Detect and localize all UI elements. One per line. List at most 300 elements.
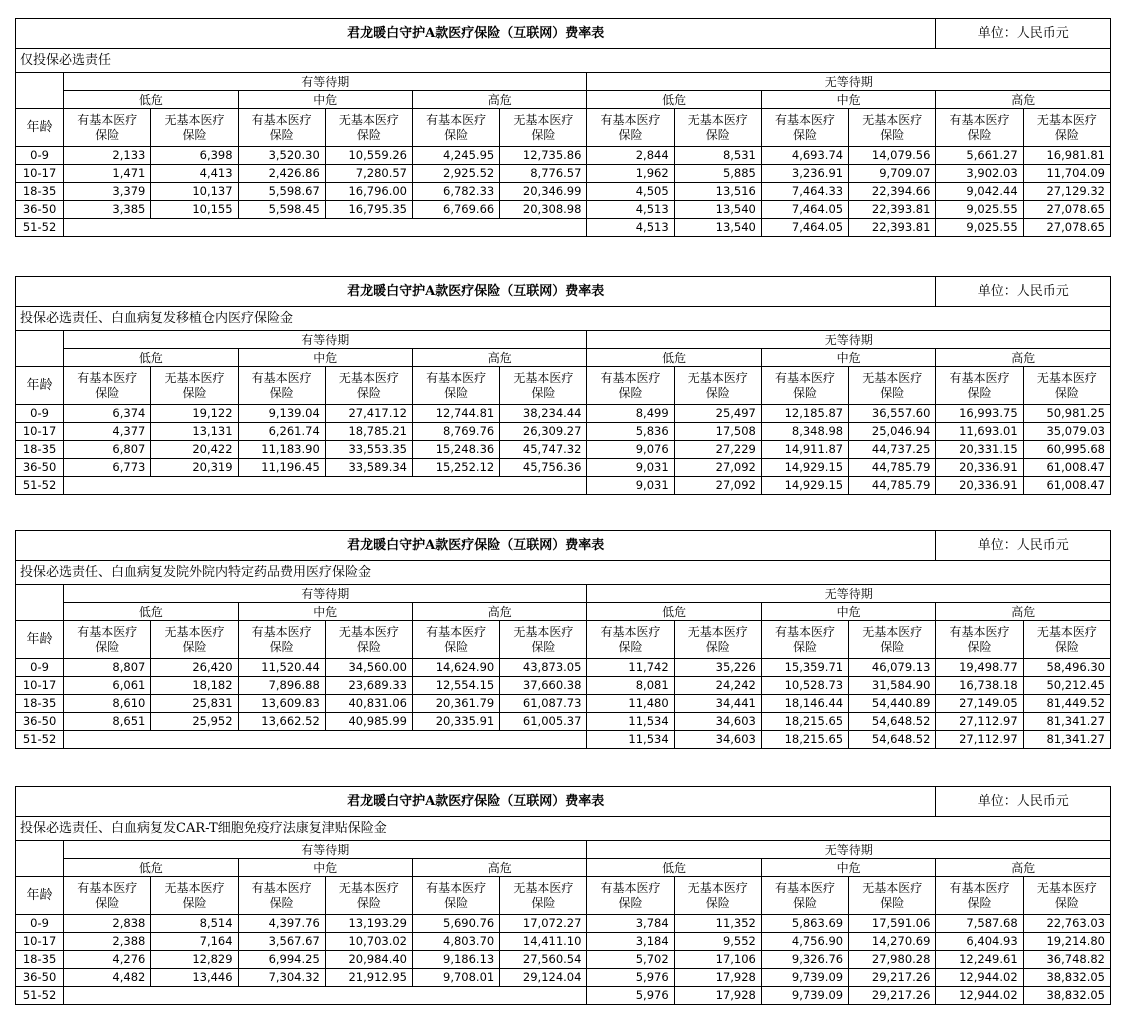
premium-cell: 4,245.95 bbox=[413, 147, 500, 165]
premium-cell: 9,186.13 bbox=[413, 951, 500, 969]
rate-table-block bbox=[15, 276, 1111, 495]
premium-cell: 16,795.35 bbox=[325, 201, 412, 219]
risk-level-row bbox=[16, 859, 1111, 877]
premium-cell: 29,217.26 bbox=[849, 987, 936, 1005]
premium-cell: 6,404.93 bbox=[936, 933, 1023, 951]
plan-header-line: 保险 bbox=[792, 895, 817, 910]
premium-cell: 9,709.07 bbox=[849, 165, 936, 183]
plan-header bbox=[849, 877, 936, 915]
age-cell: 0-9 bbox=[16, 915, 64, 933]
age-cell: 10-17 bbox=[16, 933, 64, 951]
title-row bbox=[16, 787, 1111, 817]
plan-header-line: 保险 bbox=[792, 639, 817, 654]
premium-cell: 33,553.35 bbox=[325, 441, 412, 459]
risk-level-row bbox=[16, 349, 1111, 367]
premium-cell: 16,738.18 bbox=[936, 677, 1023, 695]
risk-level-header: 高危 bbox=[936, 91, 1111, 109]
premium-cell: 37,660.38 bbox=[500, 677, 587, 695]
waiting-period-header: 有等待期 bbox=[64, 73, 587, 91]
premium-cell: 34,560.00 bbox=[325, 659, 412, 677]
plan-row bbox=[16, 621, 1111, 659]
plan-header-line: 保险 bbox=[792, 127, 817, 142]
premium-cell: 54,440.89 bbox=[849, 695, 936, 713]
premium-cell: 5,690.76 bbox=[413, 915, 500, 933]
plan-header bbox=[500, 367, 587, 405]
premium-cell: 15,359.71 bbox=[761, 659, 848, 677]
table-row bbox=[16, 441, 1111, 459]
plan-header-line: 有基本医疗 bbox=[949, 624, 1010, 639]
plan-header-line: 有基本医疗 bbox=[426, 112, 487, 127]
premium-cell: 20,346.99 bbox=[500, 183, 587, 201]
table-row bbox=[16, 951, 1111, 969]
coverage-subtitle: 仅投保必选责任 bbox=[16, 49, 1111, 73]
premium-cell: 8,531 bbox=[674, 147, 761, 165]
plan-header-line: 保险 bbox=[618, 895, 643, 910]
age-header: 年龄 bbox=[16, 109, 64, 147]
premium-cell: 27,417.12 bbox=[325, 405, 412, 423]
plan-header-line: 无基本医疗 bbox=[1036, 370, 1097, 385]
premium-cell: 11,534 bbox=[587, 731, 674, 749]
premium-cell: 17,591.06 bbox=[849, 915, 936, 933]
plan-header-line: 保险 bbox=[618, 127, 643, 142]
premium-cell: 5,976 bbox=[587, 987, 674, 1005]
currency-unit: 单位：人民币元 bbox=[936, 531, 1111, 561]
premium-cell: 35,226 bbox=[674, 659, 761, 677]
plan-header bbox=[325, 109, 412, 147]
premium-cell: 10,559.26 bbox=[325, 147, 412, 165]
premium-cell: 4,482 bbox=[64, 969, 151, 987]
table-title: 君龙暖白守护A款医疗保险（互联网）费率表 bbox=[16, 787, 936, 817]
plan-header-line: 无基本医疗 bbox=[1036, 880, 1097, 895]
risk-level-header: 高危 bbox=[936, 349, 1111, 367]
premium-cell: 7,464.05 bbox=[761, 219, 848, 237]
premium-cell: 36,557.60 bbox=[849, 405, 936, 423]
premium-cell: 43,873.05 bbox=[500, 659, 587, 677]
premium-cell: 34,603 bbox=[674, 731, 761, 749]
plan-header bbox=[151, 367, 238, 405]
premium-cell: 13,540 bbox=[674, 219, 761, 237]
plan-header-line: 保险 bbox=[880, 639, 905, 654]
age-cell: 51-52 bbox=[16, 987, 64, 1005]
premium-cell: 12,944.02 bbox=[936, 987, 1023, 1005]
header-blank-cell bbox=[16, 585, 64, 621]
age-cell: 51-52 bbox=[16, 731, 64, 749]
plan-header bbox=[413, 877, 500, 915]
premium-cell: 4,756.90 bbox=[761, 933, 848, 951]
premium-cell: 40,985.99 bbox=[325, 713, 412, 731]
premium-cell: 81,341.27 bbox=[1023, 731, 1110, 749]
plan-header bbox=[413, 621, 500, 659]
plan-header-line: 无基本医疗 bbox=[862, 370, 923, 385]
premium-cell: 81,449.52 bbox=[1023, 695, 1110, 713]
plan-header-line: 保险 bbox=[705, 127, 730, 142]
premium-cell: 13,446 bbox=[151, 969, 238, 987]
plan-header-line: 保险 bbox=[95, 127, 120, 142]
plan-header-line: 保险 bbox=[182, 127, 207, 142]
plan-header bbox=[325, 367, 412, 405]
plan-header-line: 无基本医疗 bbox=[862, 880, 923, 895]
plan-header-line: 保险 bbox=[531, 127, 556, 142]
risk-level-header: 中危 bbox=[238, 603, 412, 621]
premium-cell: 7,587.68 bbox=[936, 915, 1023, 933]
premium-cell: 20,308.98 bbox=[500, 201, 587, 219]
premium-cell: 2,844 bbox=[587, 147, 674, 165]
premium-cell: 12,829 bbox=[151, 951, 238, 969]
subtitle-row bbox=[16, 561, 1111, 585]
premium-cell: 14,079.56 bbox=[849, 147, 936, 165]
risk-level-header: 低危 bbox=[64, 859, 238, 877]
plan-header-line: 有基本医疗 bbox=[77, 880, 138, 895]
plan-header bbox=[936, 109, 1023, 147]
premium-cell: 12,185.87 bbox=[761, 405, 848, 423]
premium-cell: 9,739.09 bbox=[761, 969, 848, 987]
currency-unit: 单位：人民币元 bbox=[936, 787, 1111, 817]
age-cell: 0-9 bbox=[16, 405, 64, 423]
plan-header-line: 保险 bbox=[880, 895, 905, 910]
subtitle-row bbox=[16, 817, 1111, 841]
plan-header bbox=[238, 621, 325, 659]
plan-header bbox=[151, 621, 238, 659]
premium-cell: 3,184 bbox=[587, 933, 674, 951]
age-cell: 10-17 bbox=[16, 165, 64, 183]
currency-unit: 单位：人民币元 bbox=[936, 277, 1111, 307]
premium-cell: 25,831 bbox=[151, 695, 238, 713]
plan-header-line: 无基本医疗 bbox=[338, 624, 399, 639]
plan-header-line: 保险 bbox=[1054, 385, 1079, 400]
plan-header bbox=[64, 877, 151, 915]
plan-header bbox=[64, 109, 151, 147]
table-title: 君龙暖白守护A款医疗保险（互联网）费率表 bbox=[16, 277, 936, 307]
premium-cell: 9,739.09 bbox=[761, 987, 848, 1005]
risk-level-header: 低危 bbox=[587, 859, 761, 877]
plan-header-line: 保险 bbox=[95, 895, 120, 910]
premium-cell: 18,146.44 bbox=[761, 695, 848, 713]
plan-header-line: 有基本医疗 bbox=[426, 370, 487, 385]
table-row bbox=[16, 987, 1111, 1005]
premium-cell: 38,832.05 bbox=[1023, 987, 1110, 1005]
premium-cell: 5,836 bbox=[587, 423, 674, 441]
table-row bbox=[16, 165, 1111, 183]
age-cell: 36-50 bbox=[16, 459, 64, 477]
premium-cell: 9,042.44 bbox=[936, 183, 1023, 201]
plan-header-line: 有基本医疗 bbox=[774, 112, 835, 127]
plan-header-line: 保险 bbox=[444, 127, 469, 142]
header-blank-cell bbox=[16, 73, 64, 109]
plan-header bbox=[587, 109, 674, 147]
risk-level-header: 低危 bbox=[64, 349, 238, 367]
plan-header-line: 保险 bbox=[880, 385, 905, 400]
premium-cell: 13,516 bbox=[674, 183, 761, 201]
premium-cell: 4,693.74 bbox=[761, 147, 848, 165]
plan-header-line: 保险 bbox=[531, 385, 556, 400]
premium-cell: 12,735.86 bbox=[500, 147, 587, 165]
plan-header bbox=[674, 109, 761, 147]
premium-cell: 13,193.29 bbox=[325, 915, 412, 933]
plan-header-line: 保险 bbox=[531, 639, 556, 654]
premium-cell: 45,747.32 bbox=[500, 441, 587, 459]
table-row bbox=[16, 477, 1111, 495]
plan-header-line: 有基本医疗 bbox=[251, 112, 312, 127]
premium-cell: 10,155 bbox=[151, 201, 238, 219]
premium-cell: 5,863.69 bbox=[761, 915, 848, 933]
table-row bbox=[16, 423, 1111, 441]
plan-header-line: 保险 bbox=[1054, 127, 1079, 142]
risk-level-header: 高危 bbox=[413, 91, 587, 109]
plan-header-line: 保险 bbox=[269, 385, 294, 400]
premium-cell: 5,661.27 bbox=[936, 147, 1023, 165]
premium-cell: 13,662.52 bbox=[238, 713, 325, 731]
premium-cell: 6,994.25 bbox=[238, 951, 325, 969]
premium-cell: 10,703.02 bbox=[325, 933, 412, 951]
premium-cell: 20,331.15 bbox=[936, 441, 1023, 459]
plan-header-line: 有基本医疗 bbox=[949, 880, 1010, 895]
risk-level-header: 高危 bbox=[413, 349, 587, 367]
age-header: 年龄 bbox=[16, 367, 64, 405]
waiting-period-header: 有等待期 bbox=[64, 331, 587, 349]
plan-header bbox=[64, 621, 151, 659]
premium-cell: 7,896.88 bbox=[238, 677, 325, 695]
risk-level-header: 低危 bbox=[64, 603, 238, 621]
premium-cell: 14,929.15 bbox=[761, 459, 848, 477]
waiting-period-header: 有等待期 bbox=[64, 841, 587, 859]
premium-cell: 27,112.97 bbox=[936, 731, 1023, 749]
premium-cell: 2,388 bbox=[64, 933, 151, 951]
table-row bbox=[16, 405, 1111, 423]
plan-header-line: 无基本医疗 bbox=[862, 624, 923, 639]
premium-cell: 9,076 bbox=[587, 441, 674, 459]
premium-cell: 9,031 bbox=[587, 459, 674, 477]
plan-header bbox=[587, 367, 674, 405]
plan-header bbox=[1023, 109, 1110, 147]
premium-cell: 17,928 bbox=[674, 987, 761, 1005]
premium-cell: 17,072.27 bbox=[500, 915, 587, 933]
premium-cell: 9,031 bbox=[587, 477, 674, 495]
risk-level-header: 中危 bbox=[761, 603, 936, 621]
age-cell: 0-9 bbox=[16, 147, 64, 165]
plan-header-line: 保险 bbox=[356, 385, 381, 400]
plan-header bbox=[64, 367, 151, 405]
plan-header bbox=[151, 877, 238, 915]
plan-header bbox=[674, 367, 761, 405]
plan-header-line: 保险 bbox=[618, 385, 643, 400]
premium-cell: 27,129.32 bbox=[1023, 183, 1110, 201]
risk-level-header: 中危 bbox=[238, 91, 412, 109]
rate-table-block bbox=[15, 18, 1111, 237]
plan-header-line: 无基本医疗 bbox=[1036, 624, 1097, 639]
premium-cell: 35,079.03 bbox=[1023, 423, 1110, 441]
premium-cell: 7,464.33 bbox=[761, 183, 848, 201]
premium-cell: 4,513 bbox=[587, 201, 674, 219]
premium-cell: 14,911.87 bbox=[761, 441, 848, 459]
premium-cell: 3,902.03 bbox=[936, 165, 1023, 183]
premium-cell: 3,236.91 bbox=[761, 165, 848, 183]
plan-header-line: 有基本医疗 bbox=[77, 112, 138, 127]
premium-cell: 16,993.75 bbox=[936, 405, 1023, 423]
premium-cell: 18,785.21 bbox=[325, 423, 412, 441]
premium-cell: 1,471 bbox=[64, 165, 151, 183]
premium-cell: 5,598.45 bbox=[238, 201, 325, 219]
risk-level-header: 中危 bbox=[238, 859, 412, 877]
table-row bbox=[16, 731, 1111, 749]
waiting-period-row bbox=[16, 585, 1111, 603]
plan-row bbox=[16, 109, 1111, 147]
premium-cell: 5,702 bbox=[587, 951, 674, 969]
plan-header-line: 无基本医疗 bbox=[164, 370, 225, 385]
premium-cell: 22,393.81 bbox=[849, 219, 936, 237]
premium-cell: 12,944.02 bbox=[936, 969, 1023, 987]
plan-header-line: 保险 bbox=[95, 639, 120, 654]
rate-table bbox=[15, 530, 1111, 749]
plan-header-line: 无基本医疗 bbox=[164, 112, 225, 127]
premium-cell: 18,182 bbox=[151, 677, 238, 695]
premium-cell: 15,248.36 bbox=[413, 441, 500, 459]
premium-cell: 40,831.06 bbox=[325, 695, 412, 713]
premium-cell: 44,737.25 bbox=[849, 441, 936, 459]
plan-header bbox=[761, 877, 848, 915]
premium-cell: 25,952 bbox=[151, 713, 238, 731]
premium-cell: 22,393.81 bbox=[849, 201, 936, 219]
premium-cell: 61,008.47 bbox=[1023, 477, 1110, 495]
plan-header-line: 有基本医疗 bbox=[949, 112, 1010, 127]
table-row bbox=[16, 147, 1111, 165]
premium-cell: 19,214.80 bbox=[1023, 933, 1110, 951]
premium-cell: 20,335.91 bbox=[413, 713, 500, 731]
premium-cell: 46,079.13 bbox=[849, 659, 936, 677]
plan-header-line: 有基本医疗 bbox=[251, 880, 312, 895]
premium-cell: 8,514 bbox=[151, 915, 238, 933]
age-cell: 18-35 bbox=[16, 441, 64, 459]
waiting-period-header: 有等待期 bbox=[64, 585, 587, 603]
premium-cell: 10,528.73 bbox=[761, 677, 848, 695]
plan-header bbox=[936, 367, 1023, 405]
premium-cell: 44,785.79 bbox=[849, 459, 936, 477]
title-row bbox=[16, 277, 1111, 307]
plan-header bbox=[674, 621, 761, 659]
premium-cell: 11,520.44 bbox=[238, 659, 325, 677]
plan-row bbox=[16, 877, 1111, 915]
premium-cell: 3,385 bbox=[64, 201, 151, 219]
plan-header bbox=[325, 621, 412, 659]
premium-cell: 6,782.33 bbox=[413, 183, 500, 201]
premium-cell: 3,520.30 bbox=[238, 147, 325, 165]
risk-level-header: 高危 bbox=[936, 859, 1111, 877]
plan-header-line: 保险 bbox=[356, 895, 381, 910]
table-row bbox=[16, 713, 1111, 731]
premium-cell: 50,212.45 bbox=[1023, 677, 1110, 695]
premium-cell: 60,995.68 bbox=[1023, 441, 1110, 459]
empty-cell bbox=[64, 219, 587, 237]
age-cell: 36-50 bbox=[16, 201, 64, 219]
premium-cell: 20,336.91 bbox=[936, 477, 1023, 495]
premium-cell: 5,885 bbox=[674, 165, 761, 183]
premium-cell: 11,693.01 bbox=[936, 423, 1023, 441]
plan-header bbox=[674, 877, 761, 915]
plan-header bbox=[587, 877, 674, 915]
premium-cell: 81,341.27 bbox=[1023, 713, 1110, 731]
plan-header-line: 无基本医疗 bbox=[164, 624, 225, 639]
premium-cell: 9,326.76 bbox=[761, 951, 848, 969]
premium-cell: 8,651 bbox=[64, 713, 151, 731]
premium-cell: 3,784 bbox=[587, 915, 674, 933]
risk-level-header: 高危 bbox=[413, 859, 587, 877]
premium-cell: 34,603 bbox=[674, 713, 761, 731]
subtitle-row bbox=[16, 49, 1111, 73]
premium-cell: 23,689.33 bbox=[325, 677, 412, 695]
waiting-period-row bbox=[16, 73, 1111, 91]
premium-cell: 7,464.05 bbox=[761, 201, 848, 219]
premium-cell: 11,534 bbox=[587, 713, 674, 731]
risk-level-row bbox=[16, 603, 1111, 621]
premium-cell: 14,270.69 bbox=[849, 933, 936, 951]
plan-header bbox=[413, 109, 500, 147]
plan-header bbox=[500, 877, 587, 915]
premium-cell: 5,598.67 bbox=[238, 183, 325, 201]
table-row bbox=[16, 677, 1111, 695]
plan-header-line: 保险 bbox=[95, 385, 120, 400]
table-row bbox=[16, 695, 1111, 713]
premium-cell: 4,803.70 bbox=[413, 933, 500, 951]
premium-cell: 6,398 bbox=[151, 147, 238, 165]
plan-header bbox=[1023, 621, 1110, 659]
premium-cell: 16,796.00 bbox=[325, 183, 412, 201]
premium-cell: 9,139.04 bbox=[238, 405, 325, 423]
premium-cell: 33,589.34 bbox=[325, 459, 412, 477]
plan-header-line: 有基本医疗 bbox=[949, 370, 1010, 385]
premium-cell: 8,776.57 bbox=[500, 165, 587, 183]
plan-header-line: 保险 bbox=[356, 127, 381, 142]
age-cell: 10-17 bbox=[16, 677, 64, 695]
premium-cell: 6,374 bbox=[64, 405, 151, 423]
rate-table-block bbox=[15, 786, 1111, 1005]
premium-cell: 11,183.90 bbox=[238, 441, 325, 459]
risk-level-header: 中危 bbox=[761, 859, 936, 877]
plan-header-line: 保险 bbox=[269, 127, 294, 142]
waiting-period-header: 无等待期 bbox=[587, 331, 1111, 349]
waiting-period-row bbox=[16, 331, 1111, 349]
plan-header bbox=[761, 109, 848, 147]
plan-header-line: 无基本医疗 bbox=[862, 112, 923, 127]
plan-header-line: 保险 bbox=[182, 639, 207, 654]
premium-cell: 5,976 bbox=[587, 969, 674, 987]
premium-cell: 8,769.76 bbox=[413, 423, 500, 441]
plan-header bbox=[151, 109, 238, 147]
risk-level-header: 中危 bbox=[238, 349, 412, 367]
plan-header-line: 无基本医疗 bbox=[513, 880, 574, 895]
premium-cell: 8,348.98 bbox=[761, 423, 848, 441]
premium-cell: 12,554.15 bbox=[413, 677, 500, 695]
premium-cell: 29,124.04 bbox=[500, 969, 587, 987]
premium-cell: 58,496.30 bbox=[1023, 659, 1110, 677]
empty-cell bbox=[64, 477, 587, 495]
table-row bbox=[16, 933, 1111, 951]
premium-cell: 14,411.10 bbox=[500, 933, 587, 951]
premium-cell: 45,756.36 bbox=[500, 459, 587, 477]
age-cell: 36-50 bbox=[16, 713, 64, 731]
plan-header-line: 无基本医疗 bbox=[338, 370, 399, 385]
plan-header-line: 保险 bbox=[444, 385, 469, 400]
risk-level-header: 低危 bbox=[587, 603, 761, 621]
age-cell: 10-17 bbox=[16, 423, 64, 441]
age-cell: 0-9 bbox=[16, 659, 64, 677]
premium-cell: 44,785.79 bbox=[849, 477, 936, 495]
premium-cell: 12,249.61 bbox=[936, 951, 1023, 969]
table-row bbox=[16, 659, 1111, 677]
premium-cell: 29,217.26 bbox=[849, 969, 936, 987]
age-cell: 18-35 bbox=[16, 183, 64, 201]
premium-cell: 11,352 bbox=[674, 915, 761, 933]
premium-cell: 9,025.55 bbox=[936, 219, 1023, 237]
plan-header-line: 无基本医疗 bbox=[687, 370, 748, 385]
